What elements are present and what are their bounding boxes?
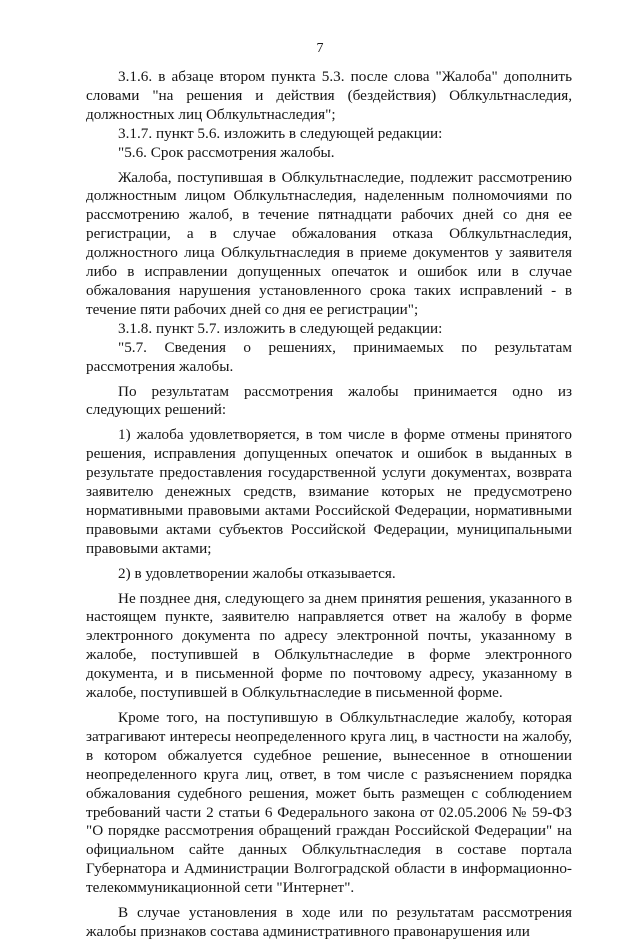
document-body	[86, 68, 572, 942]
paragraph-response-deadline: Не позднее дня, следующего за днем принятия решения, указанного в настоящем пункте, заявителю направляется ответ на жалобу в форме электронного документа по адресу электронной почты, указанному в жалобе, поступившей в Облкультнаследие в форме электронного документа, и в письменной форме по почтовому адресу, указанному в жалобе, поступившей в Облкультнаследие в письменной форме.	[86, 589, 572, 702]
paragraph-public-interest: Кроме того, на поступившую в Облкультнаследие жалобу, которая затрагивают интересы неопределенного круга лиц, в частности на жалобу, в котором обжалуется судебное решение, вынесенное в отношении неопределенного круга лиц, ответ, в том числе с разъяснением порядка обжалования судебного решения, может быть размещен с соблюдением требований части 2 статьи 6 Федерального закона от 02.05.2006 № 59-ФЗ "О порядке рассмотрения обращений граждан Российской Федерации" на официальном сайте данных Облкультнаследия в составе портала Губернатора и Администрации Волгоградской области в информационно-телекоммуникационной сети "Интернет".	[86, 709, 572, 897]
paragraph-decision-2: 2) в удовлетворении жалобы отказывается.	[118, 564, 396, 582]
page-number: 7	[316, 41, 324, 56]
paragraph-3-1-7: 3.1.7. пункт 5.6. изложить в следующей редакции:	[118, 124, 443, 142]
paragraph-complaint-term: Жалоба, поступившая в Облкультнаследие, подлежит рассмотрению должностным лицом Облкультнаследия, наделенным полномочиями по рассмотрению жалоб, в течение пятнадцати рабочих дней со дня ее регистрации, а в случае обжалования отказа Облкультнаследия, должностного лица Облкультнаследия в приеме документов у заявителя либо в исправлении допущенных опечаток и ошибок или в случае обжалования нарушения установленного срока таких исправлений - в течение пяти рабочих дней со дня ее регистрации";	[86, 168, 572, 318]
paragraph-5-6-heading: "5.6. Срок рассмотрения жалобы.	[118, 143, 335, 161]
paragraph-decision-1: 1) жалоба удовлетворяется, в том числе в форме отмены принятого решения, исправления допущенных опечаток и ошибок в выданных в результате предоставления государственной услуги документах, возврата заявителю денежных средств, взимание которых не предусмотрено нормативными правовыми актами Российской Федерации, нормативными правовыми актами субъектов Российской Федерации, муниципальными правовыми актами;	[86, 426, 572, 557]
paragraph-5-7-heading: "5.7. Сведения о решениях, принимаемых по результатам рассмотрения жалобы.	[86, 338, 572, 375]
paragraph-decisions-intro: По результатам рассмотрения жалобы принимается одно из следующих решений:	[86, 382, 572, 419]
paragraph-3-1-6: 3.1.6. в абзаце втором пункта 5.3. после слова "Жалоба" дополнить словами "на решения и действия (бездействия) Облкультнаследия, должностных лиц Облкультнаследия";	[86, 68, 572, 123]
paragraph-admin-offense: В случае установления в ходе или по результатам рассмотрения жалобы признаков состава административного правонарушения или	[86, 904, 572, 940]
paragraph-3-1-8: 3.1.8. пункт 5.7. изложить в следующей редакции:	[118, 319, 443, 337]
